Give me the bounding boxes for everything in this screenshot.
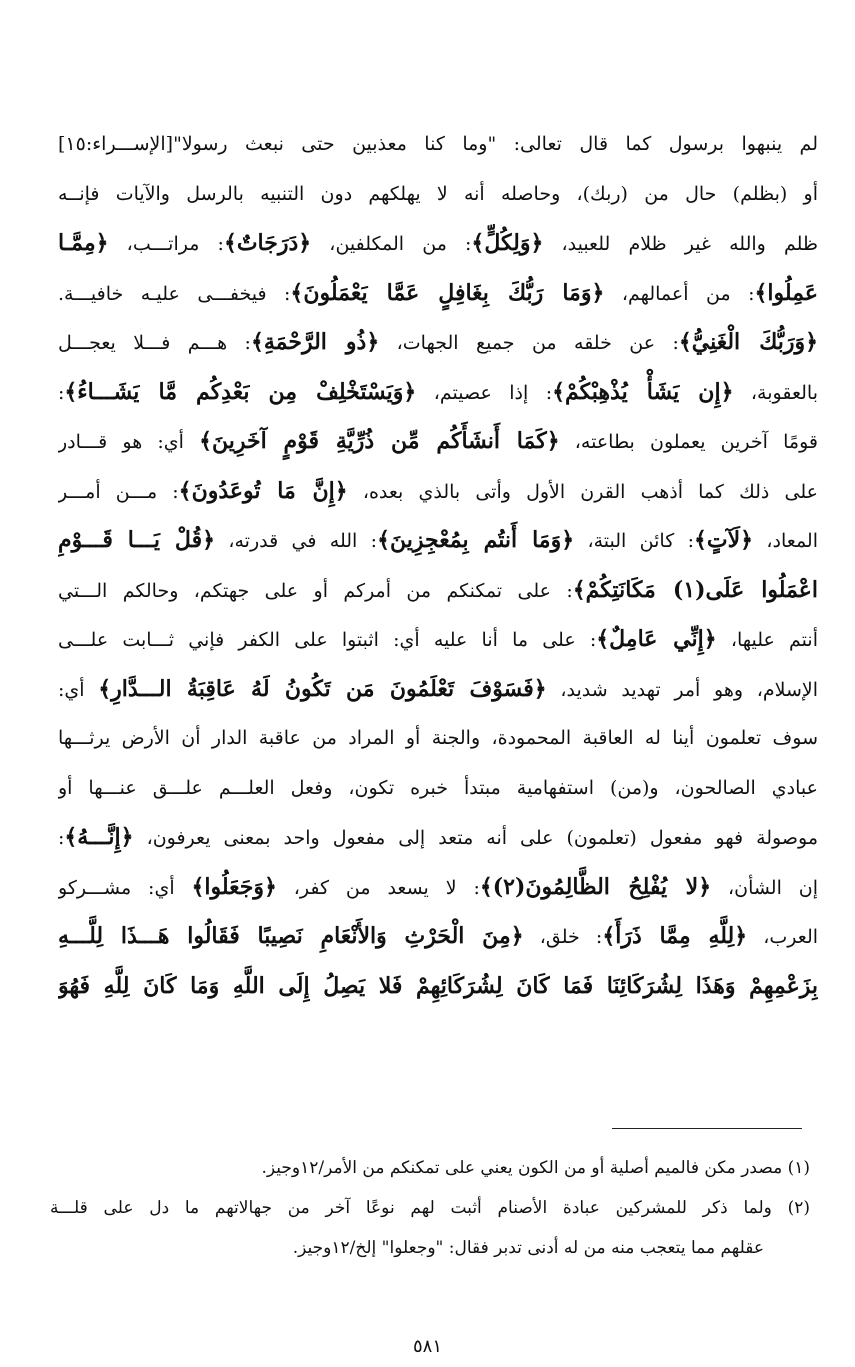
commentary-text: أنتم عليها، [716,629,818,651]
commentary-text: : خلق، [523,926,603,948]
text-line [58,269,818,319]
commentary-text: : [58,827,65,849]
commentary-text: أي: مشـــركو [58,876,192,899]
commentary-text: سوف تعلمون أينا له العاقبة المحمودة، والجنة أو المراد من عاقبة الدار أن الأرض يرثـــها [58,727,818,749]
quran-verse: ﴿قُلْ يَـــا قَـــوْمِ [58,527,215,553]
quran-verse: ﴿وَلِكُلٍّ﴾ [471,230,544,256]
commentary-text: الإسلام، وهو أمر تهديد شديد، [546,678,818,701]
quran-verse: ﴿لا يُفْلِحُ الظَّالِمُونَ(٢)﴾ [479,873,712,900]
commentary-text: قومًا آخرين يعملون بطاعته، [559,431,818,453]
quran-verse: ﴿وَرَبُّكَ الْغَنِيُّ﴾ [678,329,818,355]
quran-verse: ﴿إِنِّي عَامِلٌ﴾ [596,626,717,652]
quran-verse: ﴿وَمَا أَنتُم بِمُعْجِزِينَ﴾ [377,527,575,553]
quran-verse: ﴿إِنَّ مَا تُوعَدُونَ﴾ [178,477,348,504]
quran-verse: ﴿لِلَّهِ مِمَّا ذَرَأَ﴾ [602,923,748,949]
commentary-text: بالعقوبة، [733,381,818,404]
commentary-text: : إذا عصيتم، [416,381,553,404]
commentary-text: : كائن البتة، [574,530,694,552]
quran-verse: ﴿ذُو الرَّحْمَةِ﴾ [250,329,380,355]
commentary-text: إن الشأن، [711,876,818,899]
commentary-text: : مـــن أمـــر [58,480,179,503]
quran-verse: ﴿إِن يَشَأْ يُذْهِبْكُمْ﴾ [552,378,734,405]
text-line [58,318,818,368]
commentary-text: : على تمكنكم من أمركم أو على جهتكم، وحالكم الـــتي [58,579,573,602]
text-line [58,566,818,616]
quran-verse: ﴿دَرَجَاتٌ﴾ [223,230,312,256]
commentary-text: : الله في قدرته، [215,530,378,552]
quran-verse: ﴿وَيَسْتَخْلِفْ مِن بَعْدِكُم مَّا يَشَـــاءُ﴾ [64,378,417,405]
quran-verse: ﴿وَجَعَلُوا﴾ [191,873,277,900]
commentary-text: لم ينبهوا برسول كما قال تعالى: "وما كنا معذبين حتى نبعث رسولا"[الإســـراء:١٥] [58,133,818,155]
commentary-text: : فيخفـــى عليـه خافيـــة. [58,282,291,305]
text-line [58,417,818,467]
commentary-text: أي: [58,678,99,701]
commentary-text: : مراتـــب، [108,233,224,255]
text-line [58,219,818,269]
commentary-text: أو (بظلم) حال من (ربك)، وحاصله أنه لا يهلكهم دون التنبيه بالرسل والآيات فإنــه [58,182,818,205]
text-line [58,962,818,1012]
text-line [58,912,818,962]
text-line [58,615,818,665]
footnotes [50,1148,810,1268]
quran-verse: اعْمَلُوا عَلَى(١) مَكَانَتِكُمْ﴾ [572,576,818,603]
quran-verse: عَمِلُوا﴾ [754,279,818,306]
text-line [58,516,818,566]
quran-verse: ﴿مِمَّـا [58,230,109,256]
main-body-text [58,120,818,1011]
commentary-text: العرب، [747,926,818,948]
text-line [58,170,818,220]
footnote-2-continued: عقلهم مما يتعجب منه من له أدنى تدبر فقال: "وجعلوا" إلخ/١٢وجيز. [292,1238,764,1258]
text-line [58,714,818,764]
footnote-1: (١) مصدر مكن فالميم أصلية أو من الكون يعني على تمكنكم من الأمر/١٢وجيز. [261,1158,810,1178]
commentary-text: : عن خلقه من جميع الجهات، [379,332,679,354]
quran-verse: ﴿فَسَوْفَ تَعْلَمُونَ مَن تَكُونُ لَهُ عَاقِبَةُ الـــدَّارِ﴾ [98,675,547,702]
text-line [58,120,818,170]
commentary-text: على ذلك كما أذهب القرن الأول وأتى بالذي بعده، [347,480,818,503]
text-line [58,665,818,715]
quran-verse: ﴿كَمَا أَنشَأَكُم مِّن ذُرِّيَّةِ قَوْمٍ آخَرِينَ﴾ [199,428,560,454]
text-line [58,764,818,814]
quran-verse: ﴿إِنَّـــهُ﴾ [64,824,134,850]
commentary-text: : على ما أنا عليه أي: اثبتوا على الكفر فإني ثـــابت علـــى [58,629,597,651]
page-number: ٥٨١ [412,1336,442,1357]
quran-verse: بِزَعْمِهِمْ وَهَذَا لِشُرَكَائِنَا فَمَا كَانَ لِشُرَكَائِهِمْ فَلا يَصِلُ إِلَى اللَّهِ وَمَا كَانَ لِلَّهِ فَهُوَ [58,972,818,999]
commentary-text: موصولة فهو مفعول (تعلمون) على أنه متعد إلى مفعول واحد بمعنى يعرفون، [133,827,818,849]
commentary-text: أي: هو قـــادر [58,431,200,453]
commentary-text: : من المكلفين، [311,233,472,255]
commentary-text: : [58,381,65,404]
commentary-text: : هـــم فـــلا يعجـــل [58,332,251,354]
quran-verse: ﴿لَآتٍ﴾ [694,527,754,553]
text-line [58,813,818,863]
commentary-text: عبادي الصالحون، و(من) استفهامية مبتدأ خبره تكون، وفعل العلـــم علـــق عنـــها أو [58,776,818,799]
quran-verse: ﴿مِنَ الْحَرْثِ وَالأَنْعَامِ نَصِيبًا فَقَالُوا هَـــذَا لِلَّـــهِ [58,923,524,949]
footnote-separator [612,1128,802,1129]
text-line [58,467,818,517]
footnote-2: (٢) ولما ذكر للمشركين عبادة الأصنام أثبت لهم نوعًا آخر من جهالاتهم ما دل على قلـــة [50,1198,810,1218]
text-line [58,863,818,913]
commentary-text: : من أعمالهم، [604,282,755,305]
text-line [58,368,818,418]
commentary-text: المعاد، [753,530,818,552]
commentary-text: : لا يسعد من كفر، [276,876,480,899]
commentary-text: ظلم والله غير ظلام للعبيد، [543,233,818,255]
quran-verse: ﴿وَمَا رَبُّكَ بِغَافِلٍ عَمَّا يَعْمَلُونَ﴾ [290,279,605,306]
